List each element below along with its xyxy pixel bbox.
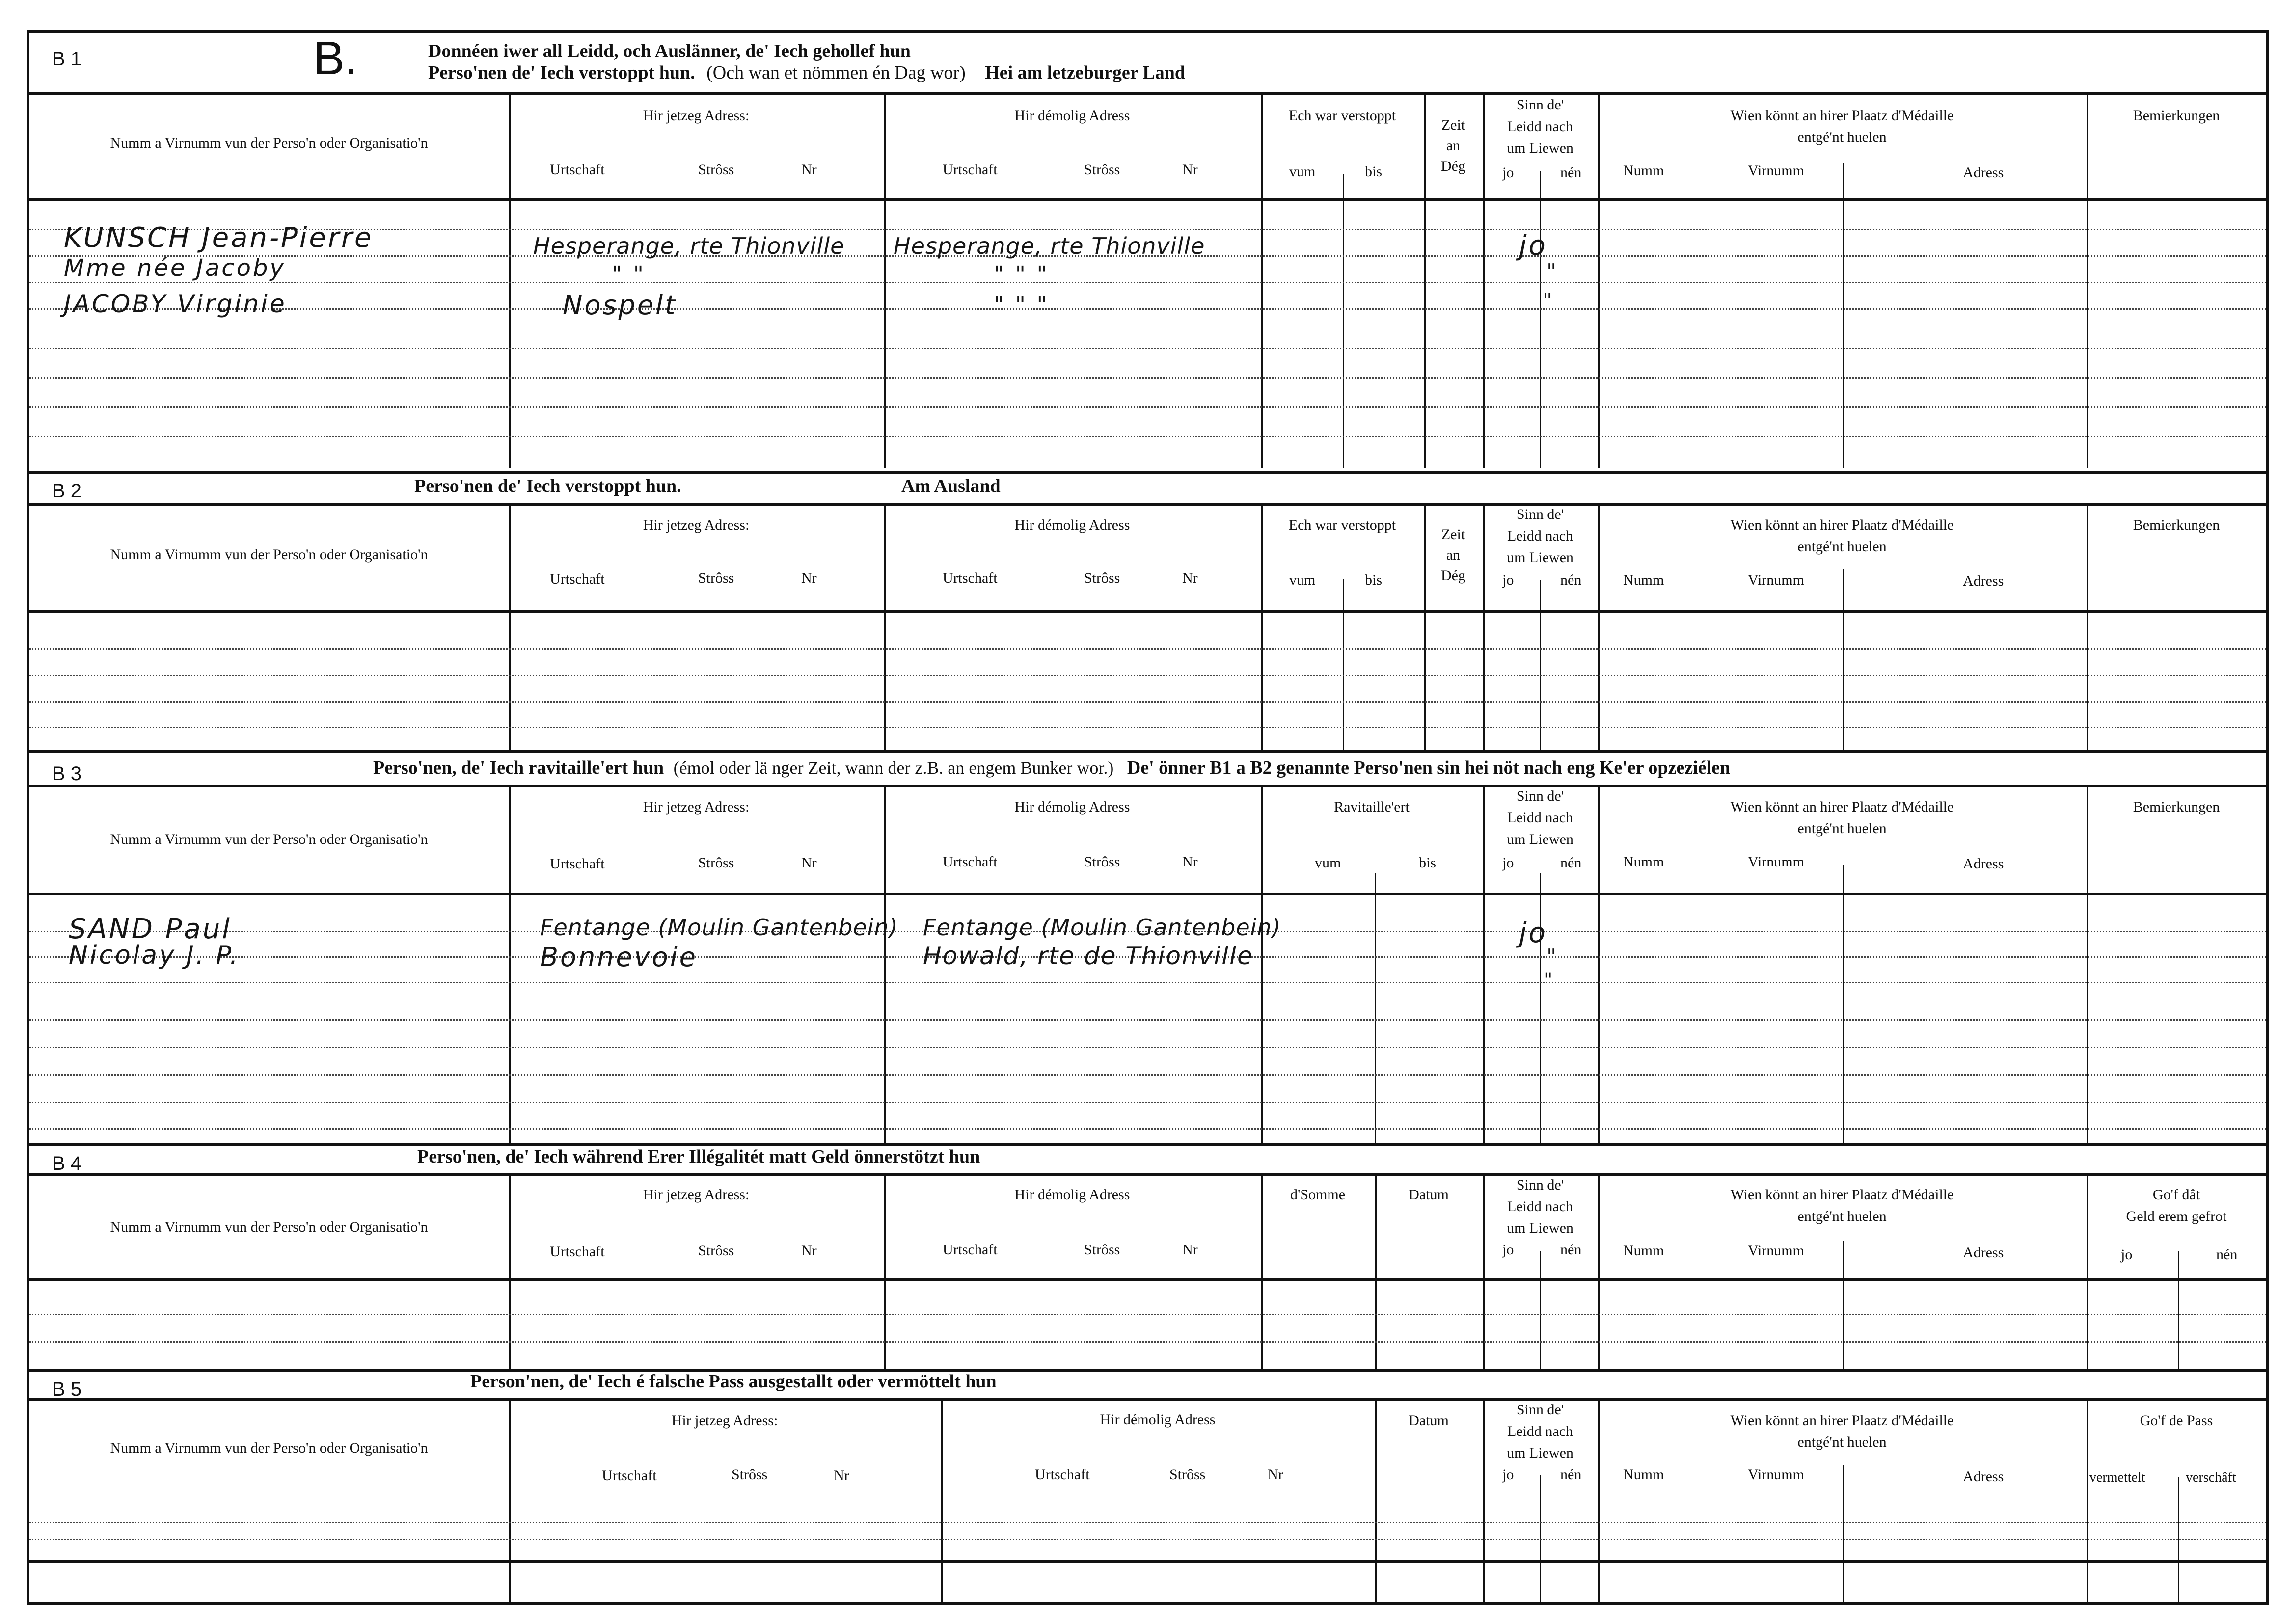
- header-yes: jo: [1502, 572, 1514, 588]
- header-street: Strôss: [1084, 162, 1120, 178]
- header-alive-3: um Liewen: [1507, 1445, 1573, 1461]
- header-supplied: Ravitaille'ert: [1334, 799, 1410, 815]
- header-alive-3: um Liewen: [1507, 831, 1573, 847]
- header-alive: [1483, 1399, 1598, 1464]
- header-name: Numm a Virnumm vun der Perso'n oder Organisatio'n: [110, 546, 428, 563]
- section-title: [428, 40, 1185, 83]
- header-town: Urtschaft: [550, 571, 605, 587]
- entry-current-address: Fentange (Moulin Gantenbein): [540, 914, 898, 941]
- header-medal-2: entgé'nt huelen: [1797, 1434, 1887, 1450]
- section-title: Perso'nen de' Iech verstoppt hun.: [414, 476, 681, 496]
- col-line: [2087, 92, 2088, 468]
- header-firstname: Virnumm: [1748, 1466, 1804, 1483]
- row-line: [29, 727, 2266, 728]
- title-part-b: (émol oder lä nger Zeit, wann der z.B. an engem Bunker wor.): [673, 758, 1114, 778]
- section-title: Person'nen, de' Iech é falsche Pass ausgestallt oder vermöttelt hun: [470, 1371, 997, 1392]
- header-sum: d'Somme: [1290, 1187, 1346, 1203]
- entry-former-address: " " ": [994, 261, 1049, 288]
- entry-former-address: Howald, rte de Thionville: [923, 942, 1253, 970]
- header-alive-2: Leidd nach: [1507, 528, 1573, 544]
- header-medal-2: entgé'nt huelen: [1797, 1208, 1887, 1224]
- row-line: [29, 1522, 2266, 1523]
- header-nr: Nr: [1182, 854, 1198, 870]
- header-nr: Nr: [1182, 1242, 1198, 1258]
- header-street: Strôss: [698, 1243, 734, 1259]
- header-money-back-1: Go'f dât: [2152, 1187, 2200, 1203]
- header-remarks: Bemierkungen: [2133, 799, 2220, 815]
- header-nr: Nr: [1268, 1466, 1283, 1483]
- section-title: [373, 757, 1730, 779]
- header-from: vum: [1315, 855, 1341, 871]
- header-former-address: Hir démolig Adress: [1014, 108, 1130, 124]
- title-part-c: Hei am letzeburger Land: [985, 62, 1185, 83]
- header-remarks: Bemierkungen: [2133, 517, 2220, 533]
- header-surname: Numm: [1623, 1243, 1664, 1259]
- header-street: Strôss: [698, 570, 734, 586]
- section-title-line1: Donnéen iwer all Leidd, och Auslänner, de' Iech gehollef hun: [428, 41, 911, 61]
- section-b2: [29, 471, 2266, 750]
- section-b1: [29, 33, 2266, 471]
- header-firstname: Virnumm: [1748, 572, 1804, 588]
- entry-alive: ": [1543, 289, 1555, 314]
- header-date: Datum: [1409, 1412, 1449, 1429]
- header-nr: Nr: [801, 570, 817, 586]
- header-alive-1: Sinn de': [1516, 788, 1564, 804]
- title-part-c: De' önner B1 a B2 genannte Perso'nen sin hei nöt nach eng Ke'er opzeziélen: [1127, 758, 1731, 778]
- header-address: Adress: [1963, 1468, 2004, 1485]
- header-former-address: Hir démolig Adress: [1014, 799, 1130, 815]
- header-remarks: Bemierkungen: [2133, 108, 2220, 124]
- col-line: [1843, 1241, 1844, 1369]
- header-yes: jo: [1502, 855, 1514, 871]
- header-nr: Nr: [801, 855, 817, 871]
- entry-former-address: " " ": [994, 292, 1049, 318]
- divider: [29, 610, 2266, 613]
- header-alive-2: Leidd nach: [1507, 1198, 1573, 1215]
- row-line: [29, 1074, 2266, 1076]
- entry-alive: jo: [1519, 917, 1547, 949]
- header-firstname: Virnumm: [1748, 162, 1804, 179]
- row-line: [29, 308, 2266, 310]
- header-town: Urtschaft: [1035, 1466, 1090, 1483]
- header-no: nén: [2216, 1246, 2238, 1263]
- row-line: [29, 1341, 2266, 1343]
- header-address: Adress: [1963, 573, 2004, 589]
- entry-name: Nicolay J. P.: [69, 941, 240, 970]
- row-line: [29, 377, 2266, 379]
- header-former-address: Hir démolig Adress: [1100, 1411, 1216, 1428]
- col-line: [884, 92, 886, 468]
- row-line: [29, 282, 2266, 283]
- divider: [29, 1398, 2266, 1401]
- header-nr: Nr: [801, 162, 817, 178]
- section-title-line2: [428, 62, 1185, 83]
- col-line: [1540, 171, 1541, 468]
- header-nr: Nr: [1182, 570, 1198, 586]
- header-medal: [1598, 1410, 2087, 1453]
- header-town: Urtschaft: [943, 162, 998, 178]
- header-street: Strôss: [1084, 570, 1120, 586]
- entry-current-address: Nospelt: [563, 290, 678, 321]
- header-alive: [1483, 785, 1598, 850]
- section-code: B 3: [52, 763, 82, 785]
- header-days: [1424, 524, 1483, 586]
- header-money-back-2: Geld erem gefrot: [2126, 1208, 2227, 1224]
- col-line: [884, 785, 886, 1143]
- section-b3: [29, 750, 2266, 1143]
- col-line: [1261, 92, 1263, 468]
- header-former-address: Hir démolig Adress: [1014, 1187, 1130, 1203]
- header-from: vum: [1289, 572, 1316, 588]
- header-date: Datum: [1409, 1187, 1449, 1203]
- header-alive: [1483, 504, 1598, 568]
- header-name: Numm a Virnumm vun der Perso'n oder Organisatio'n: [110, 135, 428, 151]
- col-line: [1598, 92, 1600, 468]
- row-line: [29, 436, 2266, 437]
- section-code: B 4: [52, 1153, 82, 1174]
- header-days-1: Zeit: [1441, 117, 1465, 133]
- col-line: [2087, 503, 2088, 750]
- header-alive-3: um Liewen: [1507, 1220, 1573, 1236]
- col-line: [1540, 1251, 1541, 1369]
- col-line: [1843, 1465, 1844, 1602]
- form-sheet: [27, 30, 2269, 1605]
- header-alive-1: Sinn de': [1516, 97, 1564, 113]
- col-line: [509, 785, 511, 1143]
- header-yes: jo: [1502, 164, 1514, 181]
- header-surname: Numm: [1623, 572, 1664, 588]
- entry-former-address: Hesperange, rte Thionville: [894, 233, 1205, 259]
- entry-name: KUNSCH Jean-Pierre: [64, 222, 374, 254]
- entry-alive: ": [1546, 945, 1559, 970]
- col-line: [1540, 580, 1541, 750]
- row-line: [29, 1102, 2266, 1103]
- header-alive-1: Sinn de': [1516, 506, 1564, 522]
- header-medal-1: Wien könnt an hirer Plaatz d'Médaille: [1730, 517, 1954, 533]
- entry-current-address: " ": [612, 261, 646, 288]
- header-days-1: Zeit: [1441, 526, 1465, 542]
- section-title-b: Am Ausland: [901, 476, 1001, 496]
- row-line: [29, 1539, 2266, 1540]
- entry-alive: ": [1546, 259, 1559, 284]
- header-current-address: Hir jetzeg Adress:: [671, 1412, 778, 1429]
- header-alive-3: um Liewen: [1507, 549, 1573, 566]
- header-nr: Nr: [834, 1467, 849, 1484]
- row-line: [29, 1314, 2266, 1315]
- header-alive: [1483, 94, 1598, 159]
- header-surname: Numm: [1623, 162, 1664, 179]
- header-surname: Numm: [1623, 1466, 1664, 1483]
- section-code: B 1: [52, 48, 82, 70]
- col-line: [1343, 579, 1344, 750]
- header-name: Numm a Virnumm vun der Perso'n oder Organisatio'n: [110, 1440, 428, 1456]
- entry-alive: jo: [1519, 230, 1547, 262]
- header-no: nén: [1560, 572, 1582, 588]
- header-town: Urtschaft: [943, 854, 998, 870]
- row-line: [29, 648, 2266, 650]
- header-no: nén: [1560, 164, 1582, 181]
- divider: [29, 198, 2266, 201]
- col-line: [509, 92, 511, 468]
- header-medal: [1598, 1184, 2087, 1227]
- col-line: [509, 503, 511, 750]
- row-line: [29, 701, 2266, 703]
- header-hidden: Ech war verstoppt: [1288, 108, 1396, 124]
- header-medal: [1598, 796, 2087, 839]
- header-address: Adress: [1963, 856, 2004, 872]
- row-line: [29, 348, 2266, 349]
- header-to: bis: [1365, 163, 1383, 180]
- header-no: nén: [1560, 855, 1582, 871]
- header-days-3: Dég: [1441, 158, 1465, 174]
- form-letter: B.: [313, 32, 358, 84]
- section-code: B 2: [52, 480, 82, 502]
- header-former-address: Hir démolig Adress: [1014, 517, 1130, 533]
- header-alive-1: Sinn de': [1516, 1402, 1564, 1418]
- row-line: [29, 675, 2266, 676]
- header-medal-1: Wien könnt an hirer Plaatz d'Médaille: [1730, 1412, 1954, 1429]
- header-days-2: an: [1446, 137, 1461, 154]
- header-yes: jo: [1502, 1466, 1514, 1483]
- header-no: nén: [1560, 1466, 1582, 1483]
- header-address: Adress: [1963, 164, 2004, 181]
- header-town: Urtschaft: [550, 162, 605, 178]
- row-line: [29, 1128, 2266, 1130]
- entry-current-address: Bonnevoie: [540, 942, 698, 973]
- header-medal: [1598, 105, 2087, 148]
- col-line: [1843, 163, 1844, 468]
- header-no: nén: [1560, 1242, 1582, 1258]
- header-street: Strôss: [698, 162, 734, 178]
- entry-name: JACOBY Virginie: [64, 290, 287, 318]
- header-town: Urtschaft: [943, 570, 998, 586]
- header-money-back: [2087, 1184, 2266, 1227]
- header-current-address: Hir jetzeg Adress:: [643, 108, 750, 124]
- header-days-2: an: [1446, 547, 1461, 563]
- divider: [29, 1560, 2266, 1563]
- header-medal-2: entgé'nt huelen: [1797, 129, 1887, 145]
- section-code: B 5: [52, 1379, 82, 1400]
- divider: [29, 503, 2266, 506]
- entry-alive: ": [1544, 969, 1555, 992]
- header-nr: Nr: [801, 1243, 817, 1259]
- header-address: Adress: [1963, 1245, 2004, 1261]
- entry-current-address: Hesperange, rte Thionville: [533, 233, 845, 259]
- col-line: [2087, 785, 2088, 1143]
- header-current-address: Hir jetzeg Adress:: [643, 517, 750, 533]
- divider: [29, 893, 2266, 895]
- header-medal-1: Wien könnt an hirer Plaatz d'Médaille: [1730, 1187, 1954, 1203]
- header-from: vum: [1289, 163, 1316, 180]
- header-alive: [1483, 1174, 1598, 1239]
- header-surname: Numm: [1623, 854, 1664, 870]
- divider: [29, 1173, 2266, 1176]
- section-title: Perso'nen, de' Iech während Erer Illégalitét matt Geld önnerstötzt hun: [417, 1146, 980, 1167]
- header-alive-1: Sinn de': [1516, 1177, 1564, 1193]
- header-medal: [1598, 514, 2087, 558]
- header-street: Strôss: [1084, 854, 1120, 870]
- header-town: Urtschaft: [550, 1244, 605, 1260]
- header-alive-2: Leidd nach: [1507, 1423, 1573, 1439]
- header-to: bis: [1365, 572, 1383, 588]
- section-b5: [29, 1369, 2266, 1605]
- header-street: Strôss: [1084, 1242, 1120, 1258]
- header-medal-2: entgé'nt huelen: [1797, 820, 1887, 837]
- col-line: [884, 503, 886, 750]
- section-b4: [29, 1143, 2266, 1369]
- entry-name: Mme née Jacoby: [64, 254, 286, 282]
- title-part-a: Perso'nen, de' Iech ravitaille'ert hun: [373, 758, 664, 778]
- col-line: [1261, 503, 1263, 750]
- header-to: bis: [1419, 855, 1437, 871]
- header-town: Urtschaft: [602, 1467, 657, 1484]
- divider: [29, 785, 2266, 787]
- header-hidden: Ech war verstoppt: [1288, 517, 1396, 533]
- header-alive-2: Leidd nach: [1507, 118, 1573, 135]
- header-street: Strôss: [1169, 1466, 1206, 1483]
- header-name: Numm a Virnumm vun der Perso'n oder Organisatio'n: [110, 1219, 428, 1235]
- header-days: [1424, 115, 1483, 177]
- header-alive-2: Leidd nach: [1507, 810, 1573, 826]
- entry-name: SAND Paul: [69, 913, 232, 945]
- row-line: [29, 1047, 2266, 1048]
- header-town: Urtschaft: [943, 1242, 998, 1258]
- header-street: Strôss: [698, 855, 734, 871]
- row-line: [29, 406, 2266, 408]
- header-name: Numm a Virnumm vun der Perso'n oder Organisatio'n: [110, 831, 428, 847]
- header-pass: Go'f de Pass: [2140, 1412, 2213, 1429]
- header-medal-1: Wien könnt an hirer Plaatz d'Médaille: [1730, 108, 1954, 124]
- header-firstname: Virnumm: [1748, 854, 1804, 870]
- divider: [29, 92, 2266, 95]
- entry-former-address: Fentange (Moulin Gantenbein): [923, 914, 1281, 941]
- header-nr: Nr: [1182, 162, 1198, 178]
- header-street: Strôss: [732, 1466, 768, 1483]
- header-current-address: Hir jetzeg Adress:: [643, 1187, 750, 1203]
- title-part-a: Perso'nen de' Iech verstoppt hun.: [428, 62, 695, 83]
- col-line: [1843, 569, 1844, 750]
- header-pass-mediated: vermettelt: [2089, 1470, 2145, 1485]
- col-line: [2178, 1251, 2179, 1369]
- row-line: [29, 1019, 2266, 1021]
- header-medal-2: entgé'nt huelen: [1797, 539, 1887, 555]
- divider: [29, 1278, 2266, 1281]
- header-yes: jo: [1502, 1242, 1514, 1258]
- header-days-3: Dég: [1441, 568, 1465, 584]
- title-part-b: (Och wan et nömmen én Dag wor): [706, 62, 966, 83]
- header-medal-1: Wien könnt an hirer Plaatz d'Médaille: [1730, 799, 1954, 815]
- row-line: [29, 982, 2266, 983]
- header-town: Urtschaft: [550, 856, 605, 872]
- col-line: [1261, 785, 1263, 1143]
- header-firstname: Virnumm: [1748, 1243, 1804, 1259]
- header-pass-forged: verschâft: [2186, 1470, 2236, 1485]
- header-alive-3: um Liewen: [1507, 140, 1573, 156]
- header-yes: jo: [2121, 1246, 2133, 1263]
- header-current-address: Hir jetzeg Adress:: [643, 799, 750, 815]
- col-line: [1343, 174, 1344, 468]
